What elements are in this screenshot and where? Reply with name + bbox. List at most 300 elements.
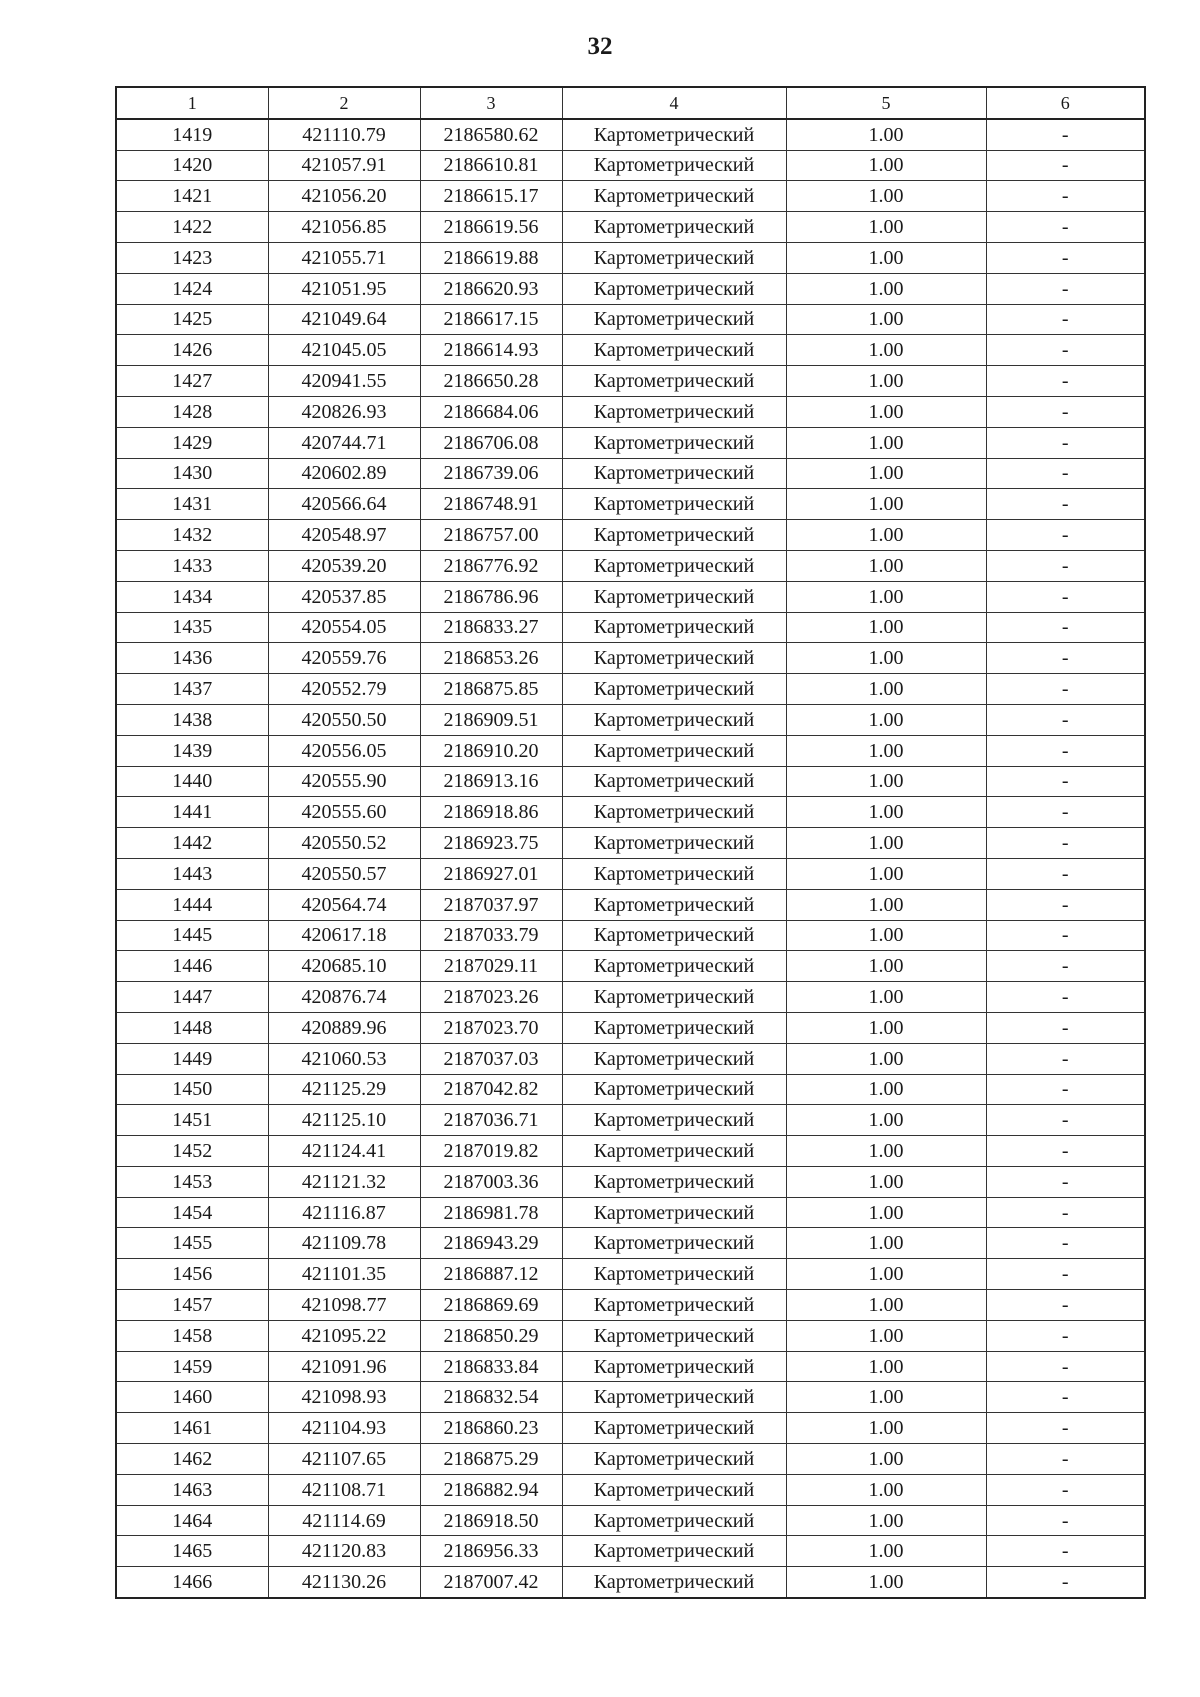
y-coordinate-cell: 2186850.29 xyxy=(420,1320,562,1351)
table-row xyxy=(116,1166,1145,1197)
accuracy-cell: 1.00 xyxy=(786,612,986,643)
table-row xyxy=(116,982,1145,1013)
point-number-cell: 1430 xyxy=(116,458,268,489)
method-cell: Картометрический xyxy=(562,766,786,797)
y-coordinate-cell: 2186684.06 xyxy=(420,396,562,427)
method-cell: Картометрический xyxy=(562,858,786,889)
table-header xyxy=(116,87,1145,119)
table-row xyxy=(116,304,1145,335)
accuracy-cell: 1.00 xyxy=(786,766,986,797)
point-number-cell: 1459 xyxy=(116,1351,268,1382)
description-cell: - xyxy=(986,1320,1145,1351)
x-coordinate-cell: 421091.96 xyxy=(268,1351,420,1382)
y-coordinate-cell: 2187029.11 xyxy=(420,951,562,982)
column-header: 5 xyxy=(786,87,986,119)
table-row xyxy=(116,889,1145,920)
accuracy-cell: 1.00 xyxy=(786,242,986,273)
accuracy-cell: 1.00 xyxy=(786,1012,986,1043)
description-cell: - xyxy=(986,951,1145,982)
method-cell: Картометрический xyxy=(562,550,786,581)
coordinates-table xyxy=(115,86,1146,1599)
table-row xyxy=(116,396,1145,427)
point-number-cell: 1436 xyxy=(116,643,268,674)
table-row xyxy=(116,1320,1145,1351)
table-row xyxy=(116,858,1145,889)
accuracy-cell: 1.00 xyxy=(786,1505,986,1536)
method-cell: Картометрический xyxy=(562,335,786,366)
y-coordinate-cell: 2186615.17 xyxy=(420,181,562,212)
method-cell: Картометрический xyxy=(562,674,786,705)
method-cell: Картометрический xyxy=(562,520,786,551)
x-coordinate-cell: 421051.95 xyxy=(268,273,420,304)
description-cell: - xyxy=(986,427,1145,458)
point-number-cell: 1443 xyxy=(116,858,268,889)
method-cell: Картометрический xyxy=(562,1043,786,1074)
method-cell: Картометрический xyxy=(562,1474,786,1505)
x-coordinate-cell: 421108.71 xyxy=(268,1474,420,1505)
point-number-cell: 1426 xyxy=(116,335,268,366)
description-cell: - xyxy=(986,489,1145,520)
y-coordinate-cell: 2187003.36 xyxy=(420,1166,562,1197)
method-cell: Картометрический xyxy=(562,643,786,674)
accuracy-cell: 1.00 xyxy=(786,304,986,335)
method-cell: Картометрический xyxy=(562,1012,786,1043)
x-coordinate-cell: 420539.20 xyxy=(268,550,420,581)
point-number-cell: 1449 xyxy=(116,1043,268,1074)
description-cell: - xyxy=(986,674,1145,705)
description-cell: - xyxy=(986,1444,1145,1475)
table-row xyxy=(116,1536,1145,1567)
y-coordinate-cell: 2187007.42 xyxy=(420,1567,562,1598)
accuracy-cell: 1.00 xyxy=(786,735,986,766)
point-number-cell: 1452 xyxy=(116,1136,268,1167)
method-cell: Картометрический xyxy=(562,1320,786,1351)
description-cell: - xyxy=(986,1105,1145,1136)
x-coordinate-cell: 420555.90 xyxy=(268,766,420,797)
x-coordinate-cell: 421095.22 xyxy=(268,1320,420,1351)
x-coordinate-cell: 420559.76 xyxy=(268,643,420,674)
y-coordinate-cell: 2186875.29 xyxy=(420,1444,562,1475)
description-cell: - xyxy=(986,1166,1145,1197)
x-coordinate-cell: 421104.93 xyxy=(268,1413,420,1444)
header-row xyxy=(116,87,1145,119)
x-coordinate-cell: 420889.96 xyxy=(268,1012,420,1043)
x-coordinate-cell: 420537.85 xyxy=(268,581,420,612)
x-coordinate-cell: 421109.78 xyxy=(268,1228,420,1259)
y-coordinate-cell: 2187023.26 xyxy=(420,982,562,1013)
x-coordinate-cell: 421056.20 xyxy=(268,181,420,212)
point-number-cell: 1450 xyxy=(116,1074,268,1105)
method-cell: Картометрический xyxy=(562,1105,786,1136)
point-number-cell: 1445 xyxy=(116,920,268,951)
description-cell: - xyxy=(986,1382,1145,1413)
method-cell: Картометрический xyxy=(562,212,786,243)
table-row xyxy=(116,366,1145,397)
point-number-cell: 1447 xyxy=(116,982,268,1013)
point-number-cell: 1448 xyxy=(116,1012,268,1043)
description-cell: - xyxy=(986,1259,1145,1290)
x-coordinate-cell: 420554.05 xyxy=(268,612,420,643)
accuracy-cell: 1.00 xyxy=(786,704,986,735)
table-row xyxy=(116,489,1145,520)
description-cell: - xyxy=(986,858,1145,889)
point-number-cell: 1433 xyxy=(116,550,268,581)
accuracy-cell: 1.00 xyxy=(786,982,986,1013)
accuracy-cell: 1.00 xyxy=(786,1136,986,1167)
accuracy-cell: 1.00 xyxy=(786,920,986,951)
accuracy-cell: 1.00 xyxy=(786,119,986,150)
table-row xyxy=(116,1228,1145,1259)
description-cell: - xyxy=(986,1290,1145,1321)
accuracy-cell: 1.00 xyxy=(786,520,986,551)
table-row xyxy=(116,612,1145,643)
point-number-cell: 1466 xyxy=(116,1567,268,1598)
point-number-cell: 1456 xyxy=(116,1259,268,1290)
table-row xyxy=(116,273,1145,304)
accuracy-cell: 1.00 xyxy=(786,273,986,304)
point-number-cell: 1437 xyxy=(116,674,268,705)
point-number-cell: 1462 xyxy=(116,1444,268,1475)
table-row xyxy=(116,1105,1145,1136)
point-number-cell: 1465 xyxy=(116,1536,268,1567)
description-cell: - xyxy=(986,1136,1145,1167)
table-row xyxy=(116,242,1145,273)
accuracy-cell: 1.00 xyxy=(786,1351,986,1382)
y-coordinate-cell: 2186910.20 xyxy=(420,735,562,766)
point-number-cell: 1439 xyxy=(116,735,268,766)
method-cell: Картометрический xyxy=(562,612,786,643)
column-header: 6 xyxy=(986,87,1145,119)
point-number-cell: 1419 xyxy=(116,119,268,150)
y-coordinate-cell: 2186918.50 xyxy=(420,1505,562,1536)
description-cell: - xyxy=(986,366,1145,397)
table-row xyxy=(116,1474,1145,1505)
description-cell: - xyxy=(986,181,1145,212)
y-coordinate-cell: 2187042.82 xyxy=(420,1074,562,1105)
description-cell: - xyxy=(986,889,1145,920)
point-number-cell: 1454 xyxy=(116,1197,268,1228)
y-coordinate-cell: 2186614.93 xyxy=(420,335,562,366)
table-row xyxy=(116,1382,1145,1413)
description-cell: - xyxy=(986,735,1145,766)
y-coordinate-cell: 2186853.26 xyxy=(420,643,562,674)
method-cell: Картометрический xyxy=(562,1259,786,1290)
method-cell: Картометрический xyxy=(562,1166,786,1197)
method-cell: Картометрический xyxy=(562,735,786,766)
method-cell: Картометрический xyxy=(562,1536,786,1567)
x-coordinate-cell: 420876.74 xyxy=(268,982,420,1013)
x-coordinate-cell: 421130.26 xyxy=(268,1567,420,1598)
description-cell: - xyxy=(986,212,1145,243)
x-coordinate-cell: 420744.71 xyxy=(268,427,420,458)
table-row xyxy=(116,797,1145,828)
description-cell: - xyxy=(986,643,1145,674)
point-number-cell: 1438 xyxy=(116,704,268,735)
x-coordinate-cell: 420602.89 xyxy=(268,458,420,489)
x-coordinate-cell: 420564.74 xyxy=(268,889,420,920)
x-coordinate-cell: 421125.29 xyxy=(268,1074,420,1105)
table-row xyxy=(116,704,1145,735)
description-cell: - xyxy=(986,1074,1145,1105)
table-row xyxy=(116,643,1145,674)
column-header: 4 xyxy=(562,87,786,119)
accuracy-cell: 1.00 xyxy=(786,889,986,920)
point-number-cell: 1440 xyxy=(116,766,268,797)
description-cell: - xyxy=(986,335,1145,366)
y-coordinate-cell: 2186619.88 xyxy=(420,242,562,273)
x-coordinate-cell: 421116.87 xyxy=(268,1197,420,1228)
table-row xyxy=(116,550,1145,581)
description-cell: - xyxy=(986,520,1145,551)
point-number-cell: 1464 xyxy=(116,1505,268,1536)
y-coordinate-cell: 2186981.78 xyxy=(420,1197,562,1228)
point-number-cell: 1446 xyxy=(116,951,268,982)
table-row xyxy=(116,335,1145,366)
table-row xyxy=(116,181,1145,212)
point-number-cell: 1435 xyxy=(116,612,268,643)
table-row xyxy=(116,920,1145,951)
y-coordinate-cell: 2186610.81 xyxy=(420,150,562,181)
table-row xyxy=(116,1413,1145,1444)
accuracy-cell: 1.00 xyxy=(786,1536,986,1567)
accuracy-cell: 1.00 xyxy=(786,212,986,243)
table-row xyxy=(116,828,1145,859)
description-cell: - xyxy=(986,119,1145,150)
x-coordinate-cell: 421049.64 xyxy=(268,304,420,335)
table-row xyxy=(116,520,1145,551)
y-coordinate-cell: 2186833.27 xyxy=(420,612,562,643)
method-cell: Картометрический xyxy=(562,1136,786,1167)
table-row xyxy=(116,1290,1145,1321)
x-coordinate-cell: 421060.53 xyxy=(268,1043,420,1074)
accuracy-cell: 1.00 xyxy=(786,643,986,674)
y-coordinate-cell: 2186927.01 xyxy=(420,858,562,889)
accuracy-cell: 1.00 xyxy=(786,1228,986,1259)
y-coordinate-cell: 2186706.08 xyxy=(420,427,562,458)
y-coordinate-cell: 2187023.70 xyxy=(420,1012,562,1043)
x-coordinate-cell: 420550.57 xyxy=(268,858,420,889)
accuracy-cell: 1.00 xyxy=(786,1290,986,1321)
accuracy-cell: 1.00 xyxy=(786,1444,986,1475)
y-coordinate-cell: 2187033.79 xyxy=(420,920,562,951)
table-row xyxy=(116,150,1145,181)
description-cell: - xyxy=(986,1228,1145,1259)
point-number-cell: 1457 xyxy=(116,1290,268,1321)
accuracy-cell: 1.00 xyxy=(786,858,986,889)
method-cell: Картометрический xyxy=(562,704,786,735)
table-row xyxy=(116,212,1145,243)
method-cell: Картометрический xyxy=(562,1444,786,1475)
point-number-cell: 1444 xyxy=(116,889,268,920)
method-cell: Картометрический xyxy=(562,242,786,273)
method-cell: Картометрический xyxy=(562,1413,786,1444)
x-coordinate-cell: 421110.79 xyxy=(268,119,420,150)
method-cell: Картометрический xyxy=(562,920,786,951)
description-cell: - xyxy=(986,1474,1145,1505)
y-coordinate-cell: 2186650.28 xyxy=(420,366,562,397)
y-coordinate-cell: 2186580.62 xyxy=(420,119,562,150)
method-cell: Картометрический xyxy=(562,150,786,181)
accuracy-cell: 1.00 xyxy=(786,581,986,612)
table-row xyxy=(116,766,1145,797)
description-cell: - xyxy=(986,396,1145,427)
table-row xyxy=(116,1505,1145,1536)
description-cell: - xyxy=(986,1351,1145,1382)
table-row xyxy=(116,1259,1145,1290)
x-coordinate-cell: 420555.60 xyxy=(268,797,420,828)
x-coordinate-cell: 420552.79 xyxy=(268,674,420,705)
point-number-cell: 1460 xyxy=(116,1382,268,1413)
method-cell: Картометрический xyxy=(562,1228,786,1259)
table-row xyxy=(116,1043,1145,1074)
accuracy-cell: 1.00 xyxy=(786,1413,986,1444)
accuracy-cell: 1.00 xyxy=(786,427,986,458)
table-row xyxy=(116,1444,1145,1475)
description-cell: - xyxy=(986,797,1145,828)
y-coordinate-cell: 2186620.93 xyxy=(420,273,562,304)
point-number-cell: 1427 xyxy=(116,366,268,397)
y-coordinate-cell: 2186748.91 xyxy=(420,489,562,520)
column-header: 2 xyxy=(268,87,420,119)
point-number-cell: 1455 xyxy=(116,1228,268,1259)
description-cell: - xyxy=(986,828,1145,859)
point-number-cell: 1428 xyxy=(116,396,268,427)
table-row xyxy=(116,1012,1145,1043)
description-cell: - xyxy=(986,1043,1145,1074)
accuracy-cell: 1.00 xyxy=(786,181,986,212)
method-cell: Картометрический xyxy=(562,458,786,489)
x-coordinate-cell: 421121.32 xyxy=(268,1166,420,1197)
description-cell: - xyxy=(986,1012,1145,1043)
description-cell: - xyxy=(986,982,1145,1013)
method-cell: Картометрический xyxy=(562,797,786,828)
method-cell: Картометрический xyxy=(562,489,786,520)
y-coordinate-cell: 2186832.54 xyxy=(420,1382,562,1413)
accuracy-cell: 1.00 xyxy=(786,366,986,397)
y-coordinate-cell: 2187037.97 xyxy=(420,889,562,920)
method-cell: Картометрический xyxy=(562,366,786,397)
x-coordinate-cell: 420556.05 xyxy=(268,735,420,766)
y-coordinate-cell: 2186617.15 xyxy=(420,304,562,335)
x-coordinate-cell: 421114.69 xyxy=(268,1505,420,1536)
description-cell: - xyxy=(986,550,1145,581)
y-coordinate-cell: 2186913.16 xyxy=(420,766,562,797)
y-coordinate-cell: 2186918.86 xyxy=(420,797,562,828)
description-cell: - xyxy=(986,704,1145,735)
x-coordinate-cell: 421045.05 xyxy=(268,335,420,366)
x-coordinate-cell: 420550.50 xyxy=(268,704,420,735)
accuracy-cell: 1.00 xyxy=(786,1320,986,1351)
accuracy-cell: 1.00 xyxy=(786,150,986,181)
table-row xyxy=(116,427,1145,458)
method-cell: Картометрический xyxy=(562,581,786,612)
description-cell: - xyxy=(986,1505,1145,1536)
accuracy-cell: 1.00 xyxy=(786,1043,986,1074)
method-cell: Картометрический xyxy=(562,1197,786,1228)
accuracy-cell: 1.00 xyxy=(786,1382,986,1413)
method-cell: Картометрический xyxy=(562,304,786,335)
accuracy-cell: 1.00 xyxy=(786,674,986,705)
y-coordinate-cell: 2186887.12 xyxy=(420,1259,562,1290)
accuracy-cell: 1.00 xyxy=(786,1197,986,1228)
description-cell: - xyxy=(986,1197,1145,1228)
accuracy-cell: 1.00 xyxy=(786,550,986,581)
y-coordinate-cell: 2186757.00 xyxy=(420,520,562,551)
x-coordinate-cell: 420617.18 xyxy=(268,920,420,951)
point-number-cell: 1441 xyxy=(116,797,268,828)
x-coordinate-cell: 420826.93 xyxy=(268,396,420,427)
y-coordinate-cell: 2186739.06 xyxy=(420,458,562,489)
description-cell: - xyxy=(986,150,1145,181)
y-coordinate-cell: 2186943.29 xyxy=(420,1228,562,1259)
x-coordinate-cell: 421124.41 xyxy=(268,1136,420,1167)
y-coordinate-cell: 2186786.96 xyxy=(420,581,562,612)
accuracy-cell: 1.00 xyxy=(786,335,986,366)
accuracy-cell: 1.00 xyxy=(786,1074,986,1105)
accuracy-cell: 1.00 xyxy=(786,1567,986,1598)
description-cell: - xyxy=(986,273,1145,304)
x-coordinate-cell: 420548.97 xyxy=(268,520,420,551)
method-cell: Картометрический xyxy=(562,1567,786,1598)
point-number-cell: 1461 xyxy=(116,1413,268,1444)
y-coordinate-cell: 2186833.84 xyxy=(420,1351,562,1382)
point-number-cell: 1453 xyxy=(116,1166,268,1197)
method-cell: Картометрический xyxy=(562,1505,786,1536)
x-coordinate-cell: 421107.65 xyxy=(268,1444,420,1475)
point-number-cell: 1423 xyxy=(116,242,268,273)
description-cell: - xyxy=(986,458,1145,489)
y-coordinate-cell: 2186619.56 xyxy=(420,212,562,243)
description-cell: - xyxy=(986,242,1145,273)
page-number: 32 xyxy=(587,33,613,60)
point-number-cell: 1432 xyxy=(116,520,268,551)
accuracy-cell: 1.00 xyxy=(786,1105,986,1136)
accuracy-cell: 1.00 xyxy=(786,458,986,489)
x-coordinate-cell: 420550.52 xyxy=(268,828,420,859)
y-coordinate-cell: 2186956.33 xyxy=(420,1536,562,1567)
table-row xyxy=(116,119,1145,150)
method-cell: Картометрический xyxy=(562,1382,786,1413)
x-coordinate-cell: 420941.55 xyxy=(268,366,420,397)
accuracy-cell: 1.00 xyxy=(786,1259,986,1290)
table-row xyxy=(116,1197,1145,1228)
point-number-cell: 1422 xyxy=(116,212,268,243)
x-coordinate-cell: 420685.10 xyxy=(268,951,420,982)
description-cell: - xyxy=(986,1567,1145,1598)
method-cell: Картометрический xyxy=(562,982,786,1013)
table-row xyxy=(116,1567,1145,1598)
y-coordinate-cell: 2186909.51 xyxy=(420,704,562,735)
x-coordinate-cell: 420566.64 xyxy=(268,489,420,520)
table-row xyxy=(116,674,1145,705)
y-coordinate-cell: 2187037.03 xyxy=(420,1043,562,1074)
x-coordinate-cell: 421056.85 xyxy=(268,212,420,243)
point-number-cell: 1421 xyxy=(116,181,268,212)
description-cell: - xyxy=(986,612,1145,643)
x-coordinate-cell: 421120.83 xyxy=(268,1536,420,1567)
point-number-cell: 1424 xyxy=(116,273,268,304)
table-row xyxy=(116,951,1145,982)
method-cell: Картометрический xyxy=(562,396,786,427)
point-number-cell: 1458 xyxy=(116,1320,268,1351)
y-coordinate-cell: 2186882.94 xyxy=(420,1474,562,1505)
accuracy-cell: 1.00 xyxy=(786,951,986,982)
point-number-cell: 1442 xyxy=(116,828,268,859)
description-cell: - xyxy=(986,1413,1145,1444)
table-row xyxy=(116,1136,1145,1167)
point-number-cell: 1420 xyxy=(116,150,268,181)
table-row xyxy=(116,735,1145,766)
